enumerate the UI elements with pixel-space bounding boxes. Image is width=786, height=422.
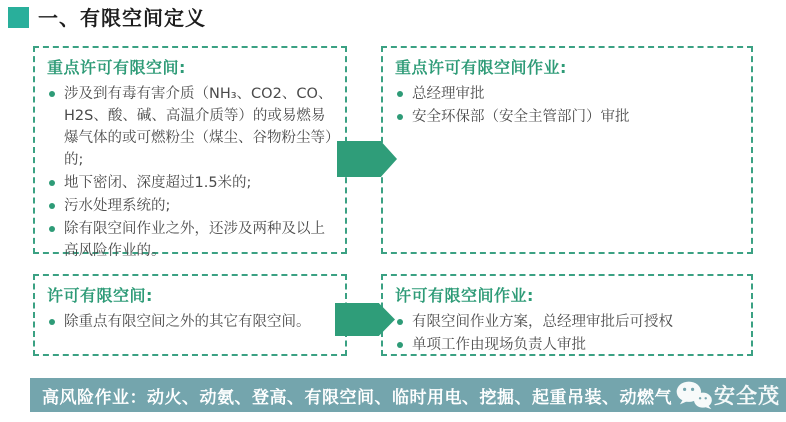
box-permit-work-heading: 许可有限空间作业: [395, 286, 534, 305]
bullet-text: 地下密闭、深度超过1.5米的; [64, 175, 252, 192]
bullet-list [47, 311, 335, 333]
bullet-text: 除重点有限空间之外的其它有限空间。 [64, 314, 311, 330]
box-key-permit-work [381, 46, 753, 254]
bullet-item [47, 83, 335, 171]
bullet-text: 除有限空间作业之外，还涉及两种及以上高风险作业的。 [64, 221, 325, 260]
bullet-dot-icon [397, 319, 403, 325]
bullet-item [395, 334, 741, 356]
box-permit-space-heading: 许可有限空间: [47, 286, 153, 305]
box-permit-space [33, 274, 347, 356]
bullet-dot-icon [49, 203, 55, 209]
bullet-dot-icon [397, 342, 403, 348]
bullet-item [47, 172, 335, 194]
box-permit-work [381, 274, 753, 356]
watermark-text: 安全茂 [714, 384, 780, 408]
bullet-dot-icon [397, 114, 403, 120]
bullet-dot-icon [49, 319, 55, 325]
banner-text: 高风险作业：动火、动氨、登高、有限空间、临时用电、挖掘、起重吊装、动燃气 [42, 387, 672, 408]
bullet-item [47, 218, 335, 262]
bullet-item [395, 83, 741, 105]
high-risk-banner [30, 378, 786, 412]
bullet-dot-icon [397, 91, 403, 97]
bullet-dot-icon [49, 91, 55, 97]
bullet-dot-icon [49, 226, 55, 232]
bullet-item [47, 195, 335, 217]
bullet-item [395, 106, 741, 128]
wechat-icon [675, 380, 713, 410]
box-key-permit-space-heading: 重点许可有限空间: [47, 58, 186, 77]
watermark [675, 378, 780, 412]
bullet-text: 涉及到有毒有害介质（NH₃、CO2、CO、H2S、酸、碱、高温介质等）的或易燃易爆气体的或可燃粉尘（煤尘、谷物粉尘等）的; [64, 86, 333, 169]
title-bullet-square [8, 7, 29, 28]
bullet-text: 有限空间作业方案，总经理审批后可授权 [412, 314, 673, 330]
bullet-text: 安全环保部（安全主管部门）审批 [412, 109, 630, 126]
bullet-item [47, 311, 335, 333]
box-key-permit-space [33, 46, 347, 260]
bullet-dot-icon [49, 180, 55, 186]
bullet-list [47, 83, 335, 262]
bullet-text: 单项工作由现场负责人审批 [412, 337, 586, 354]
bullet-text: 总经理审批 [412, 86, 485, 102]
page-title: 一、有限空间定义 [38, 6, 206, 30]
bullet-list [395, 83, 741, 128]
bullet-item [395, 311, 741, 333]
bullet-list [395, 311, 741, 356]
box-key-permit-work-heading: 重点许可有限空间作业: [395, 58, 567, 77]
bullet-text: 污水处理系统的; [64, 198, 171, 215]
